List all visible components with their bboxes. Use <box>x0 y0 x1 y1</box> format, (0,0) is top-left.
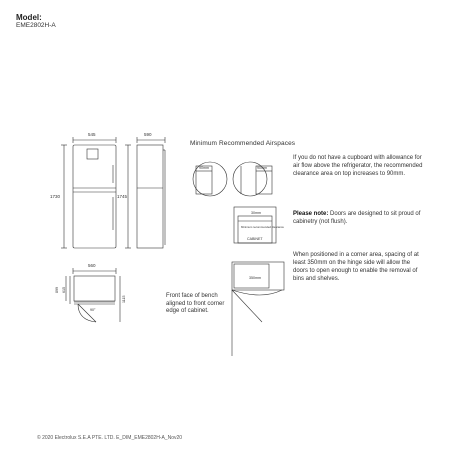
airspaces-heading: Minimum Recommended Airspaces <box>190 140 296 147</box>
top-depth-c-label: 1115 <box>122 295 126 303</box>
top-depth-b-label: 615 <box>62 287 66 293</box>
top-width-label: 560 <box>88 263 96 268</box>
side-height-label: 1745 <box>117 194 128 199</box>
corner-note: When positioned in a corner area, spacing of at least 350mm on the hinge side will allow the doors to open enough to enable the removal of bins and shelves. <box>293 252 419 282</box>
model-label: Model: <box>16 13 42 22</box>
model-number: EME2802H-A <box>16 22 56 29</box>
doors-note-text: Doors are designed to sit proud of cabinetry (not flush). <box>293 211 421 225</box>
cabinet-label: CABINET <box>247 237 263 241</box>
note-emphasis: Please note: <box>293 211 329 217</box>
top-view-drawing <box>66 268 120 322</box>
airflow-note: If you do not have a cupboard with allowance for air flow above the refrigerator, the recommended clearance area on top increases to 90mm. <box>293 155 423 177</box>
front-width-label: 545 <box>88 132 96 137</box>
side-gap-a-label: 90mm <box>199 166 209 170</box>
door-angle-label: 90° <box>90 308 96 312</box>
corner-gap-label: 350mm <box>249 276 261 280</box>
side-width-label: 590 <box>144 132 152 137</box>
side-gap-b-label: 90mm <box>257 166 267 170</box>
side-view-drawing <box>125 137 165 248</box>
top-depth-a-label: 899 <box>55 287 59 293</box>
cupboard-top-label: 30mm <box>251 211 261 215</box>
doors-note <box>293 210 423 226</box>
front-view-drawing <box>61 137 116 248</box>
bench-note: Front face of bench aligned to front corner edge of cabinet. <box>166 293 225 314</box>
front-height-label: 1730 <box>50 194 61 199</box>
footer-copyright: © 2020 Electrolux S.E.A PTE. LTD. E_DIM_EME2802H-A_Nov20 <box>37 435 183 441</box>
cupboard-clearance-label: Minimum recommended clearance <box>241 225 284 229</box>
